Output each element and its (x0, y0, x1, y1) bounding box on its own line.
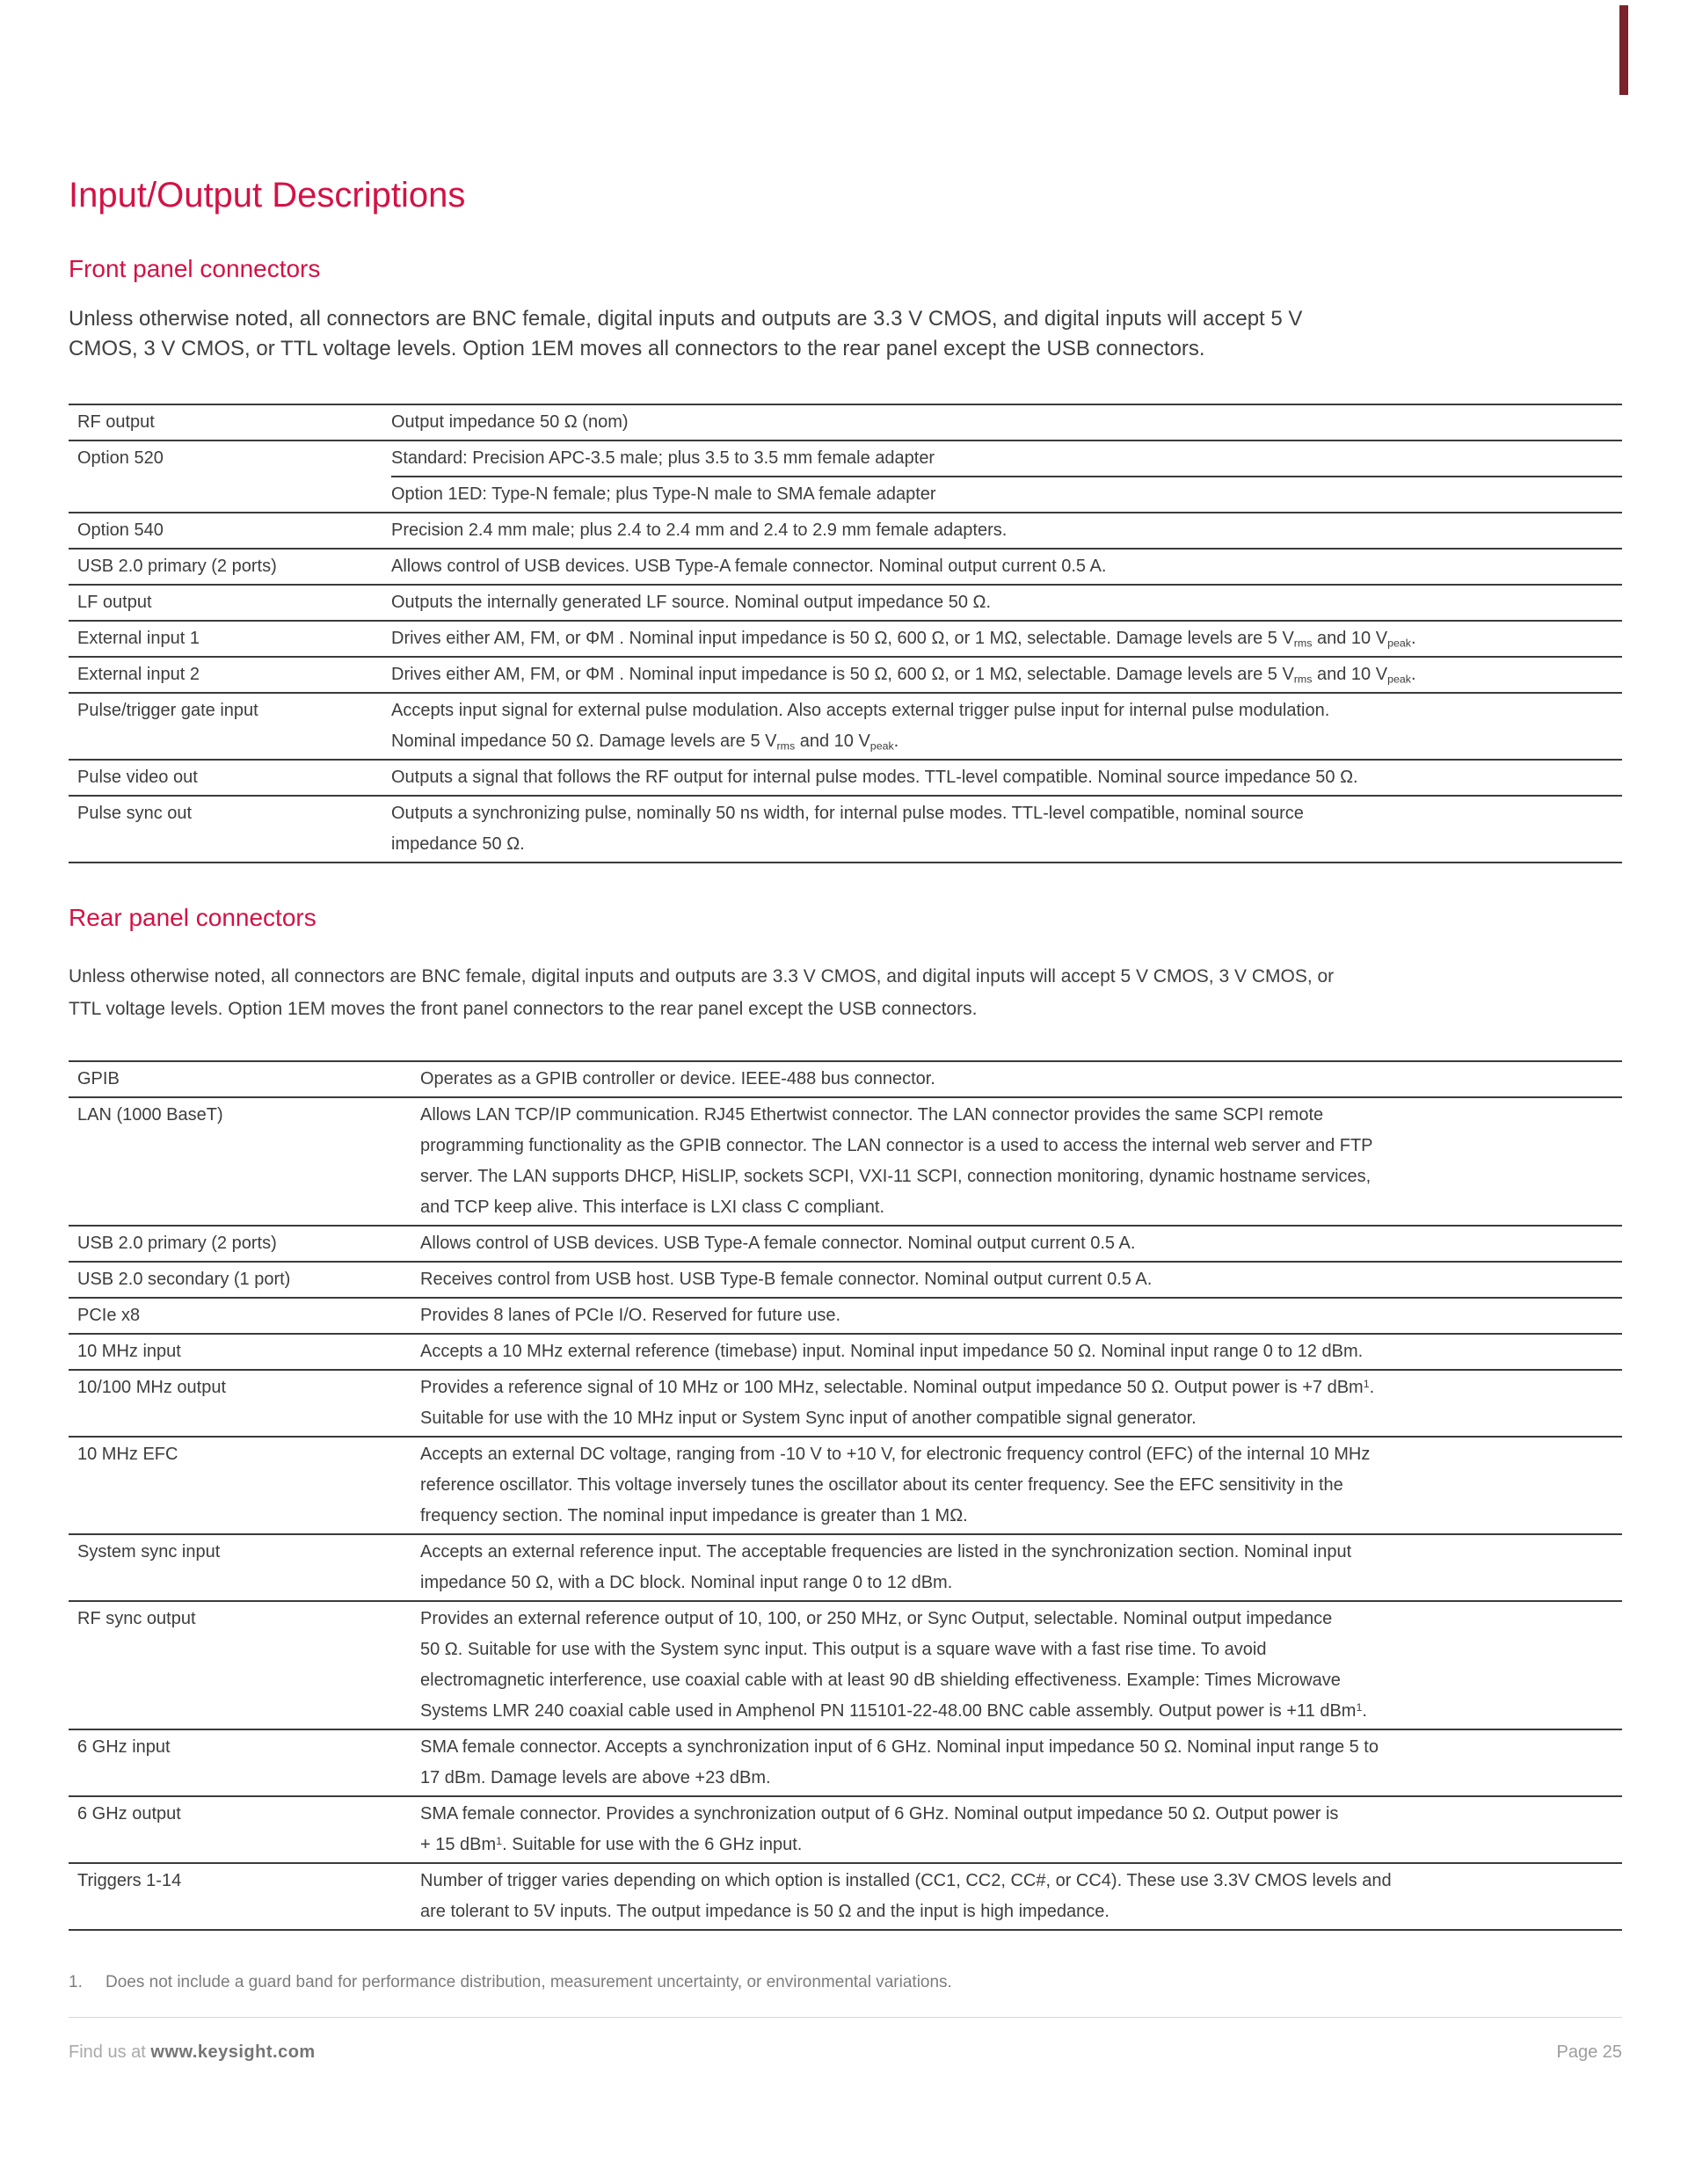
table-row (69, 441, 1622, 513)
row-label: External input 2 (77, 665, 200, 684)
row-description-line: Option 1ED: Type-N female; plus Type-N male to SMA female adapter (391, 476, 1622, 512)
find-us-label: Find us at (69, 2042, 151, 2062)
row-description: Receives control from USB host. USB Type-B female connector. Nominal output current 0.5 A. (420, 1270, 1153, 1289)
row-description: Output impedance 50 Ω (nom) (391, 412, 629, 432)
footer-divider (69, 2017, 1622, 2018)
front-panel-table (69, 404, 1622, 863)
row-description: Provides an external reference output of 10, 100, or 250 MHz, or Sync Output, selectable. Nominal output impedance 50 Ω. Suitable for use with the System sync input. This output is a square wave with a fast rise time. To avoid electromagnetic interference, use coaxial cable with at least 90 dB shielding effectiveness. Example: Times Microwave Systems LMR 240 coaxial cable used in Amphenol PN 115101-22-48.00 BNC cable assembly. Output power is +11 dBm$^1$. (420, 1609, 1367, 1721)
row-description: Precision 2.4 mm male; plus 2.4 to 2.4 mm and 2.4 to 2.9 mm female adapters. (391, 521, 1008, 540)
row-description: Outputs a synchronizing pulse, nominally 50 ns width, for internal pulse modes. TTL-level compatible, nominal source impedance 50 Ω. (391, 804, 1304, 854)
row-label: RF output (77, 412, 155, 432)
row-description: Outputs a signal that follows the RF output for internal pulse modes. TTL-level compatible. Nominal source impedance 50 Ω. (391, 768, 1358, 787)
keysight-website-link[interactable]: www.keysight.com (150, 2042, 316, 2062)
table-row (69, 586, 1622, 622)
row-label: Pulse/trigger gate input (77, 701, 258, 720)
rear-panel-heading: Rear panel connectors (69, 904, 316, 931)
table-row (69, 658, 1622, 694)
table-row (69, 1864, 1622, 1929)
table-row (69, 622, 1622, 658)
row-description: Accepts an external DC voltage, ranging from -10 V to +10 V, for electronic frequency control (EFC) of the internal 10 MHz reference oscillator. This voltage inversely tunes the oscillator about its center frequency. See the EFC sensitivity in the frequency section. The nominal input impedance is greater than 1 MΩ. (420, 1445, 1371, 1525)
row-label: RF sync output (77, 1609, 196, 1628)
row-label: PCIe x8 (77, 1306, 141, 1325)
row-description: Allows control of USB devices. USB Type-A female connector. Nominal output current 0.5 A. (420, 1234, 1136, 1253)
row-label: LAN (1000 BaseT) (77, 1105, 223, 1125)
page-number: Page 25 (1556, 2042, 1622, 2062)
row-label: USB 2.0 primary (2 ports) (77, 557, 277, 576)
row-label: LF output (77, 593, 152, 612)
table-row (69, 1335, 1622, 1371)
table-row (69, 761, 1622, 797)
table-row (69, 405, 1622, 441)
row-description: Provides a reference signal of 10 MHz or 100 MHz, selectable. Nominal output impedance 50 Ω. Output power is +7 dBm$^1$. Suitable for use with the 10 MHz input or System Sync input of another compatible signal generator. (420, 1377, 1375, 1428)
table-row (69, 1227, 1622, 1263)
row-label: USB 2.0 secondary (1 port) (77, 1270, 291, 1289)
row-label: 10/100 MHz output (77, 1378, 226, 1397)
row-label: External input 1 (77, 629, 200, 648)
table-row (69, 1062, 1622, 1098)
row-label: Option 520 (77, 448, 164, 468)
row-label: 6 GHz output (77, 1804, 181, 1824)
table-row (69, 1098, 1622, 1227)
row-label: Pulse sync out (77, 804, 193, 823)
row-description: Number of trigger varies depending on which option is installed (CC1, CC2, CC#, or CC4). These use 3.3V CMOS levels and are tolerant to 5V inputs. The output impedance is 50 Ω and the input is high impedance. (420, 1871, 1392, 1921)
footnote-marker: 1. (69, 1973, 83, 1991)
row-label: 10 MHz input (77, 1342, 181, 1361)
row-description: SMA female connector. Provides a synchronization output of 6 GHz. Nominal output impedance 50 Ω. Output power is + 15 dBm$^1$. Suitable for use with the 6 GHz input. (420, 1804, 1339, 1854)
front-panel-intro: Unless otherwise noted, all connectors are BNC female, digital inputs and outputs are 3.3 V CMOS, and digital inputs will accept 5 V CMOS, 3 V CMOS, or TTL voltage levels. Option 1EM moves all connectors to the rear panel except the USB connectors. (69, 307, 1303, 360)
row-description: Accepts input signal for external pulse modulation. Also accepts external trigger pulse input for internal pulse modulation. Nominal impedance 50 Ω. Damage levels are 5 $V_{rms}$ and 10 $V_{peak}$. (391, 701, 1330, 753)
row-description: Allows LAN TCP/IP communication. RJ45 Ethertwist connector. The LAN connector provides the same SCPI remote programming functionality as the GPIB connector. The LAN connector is a used to access the internal web server and FTP server. The LAN supports DHCP, HiSLIP, sockets SCPI, VXI-11 SCPI, connection monitoring, dynamic hostname services, and TCP keep alive. This interface is LXI class C compliant. (420, 1105, 1373, 1217)
page-content (69, 0, 1622, 2063)
table-row (69, 1730, 1622, 1797)
table-row (69, 1438, 1622, 1535)
row-description: Drives either AM, FM, or ΦM . Nominal input impedance is 50 Ω, 600 Ω, or 1 MΩ, selectable. Damage levels are 5 $V_{rms}$ and 10 $V_{peak}$. (391, 665, 1416, 686)
row-description: Outputs the internally generated LF source. Nominal output impedance 50 Ω. (391, 593, 992, 612)
table-row (69, 550, 1622, 586)
page-footer (69, 2042, 1622, 2063)
row-description: SMA female connector. Accepts a synchronization input of 6 GHz. Nominal input impedance 50 Ω. Nominal input range 5 to 17 dBm. Damage levels are above +23 dBm. (420, 1737, 1379, 1787)
row-label: USB 2.0 primary (2 ports) (77, 1234, 277, 1253)
row-description: Operates as a GPIB controller or device. IEEE-488 bus connector. (420, 1069, 935, 1088)
rear-panel-intro: Unless otherwise noted, all connectors are BNC female, digital inputs and outputs are 3.3 V CMOS, and digital inputs will accept 5 V CMOS, 3 V CMOS, or TTL voltage levels. Option 1EM moves the front panel connectors to the rear panel except the USB connectors. (69, 966, 1335, 1019)
row-label: GPIB (77, 1069, 120, 1088)
table-row (69, 1535, 1622, 1602)
rear-panel-table (69, 1060, 1622, 1931)
footnote (69, 1971, 1622, 1994)
row-label: Triggers 1-14 (77, 1871, 182, 1890)
table-row (69, 513, 1622, 550)
row-description: Accepts a 10 MHz external reference (timebase) input. Nominal input impedance 50 Ω. Nominal input range 0 to 12 dBm. (420, 1342, 1364, 1361)
table-row (69, 1299, 1622, 1335)
table-row (69, 797, 1622, 862)
page-title: Input/Output Descriptions (69, 176, 466, 215)
table-row (69, 1263, 1622, 1299)
table-row (69, 1602, 1622, 1730)
row-label: System sync input (77, 1542, 221, 1562)
row-description: Allows control of USB devices. USB Type-A female connector. Nominal output current 0.5 A. (391, 557, 1107, 576)
row-description: Drives either AM, FM, or ΦM . Nominal input impedance is 50 Ω, 600 Ω, or 1 MΩ, selectable. Damage levels are 5 $V_{rms}$ and 10 $V_{peak}$. (391, 629, 1416, 650)
front-panel-heading: Front panel connectors (69, 255, 321, 282)
row-label: 10 MHz EFC (77, 1445, 178, 1464)
row-label: Pulse video out (77, 768, 198, 787)
table-row (69, 1371, 1622, 1438)
row-description-line: Standard: Precision APC-3.5 male; plus 3.5 to 3.5 mm female adapter (391, 448, 935, 468)
table-row (69, 1797, 1622, 1864)
row-description (391, 441, 1622, 512)
footer-left (69, 2042, 316, 2063)
table-row (69, 694, 1622, 761)
row-description: Provides 8 lanes of PCIe I/O. Reserved for future use. (420, 1306, 841, 1325)
row-label: Option 540 (77, 521, 164, 540)
row-description: Accepts an external reference input. The acceptable frequencies are listed in the synchronization section. Nominal input impedance 50 Ω, with a DC block. Nominal input range 0 to 12 dBm. (420, 1542, 1352, 1592)
footnote-text: Does not include a guard band for performance distribution, measurement uncertainty, or environmental variations. (106, 1973, 952, 1991)
row-label: 6 GHz input (77, 1737, 171, 1757)
